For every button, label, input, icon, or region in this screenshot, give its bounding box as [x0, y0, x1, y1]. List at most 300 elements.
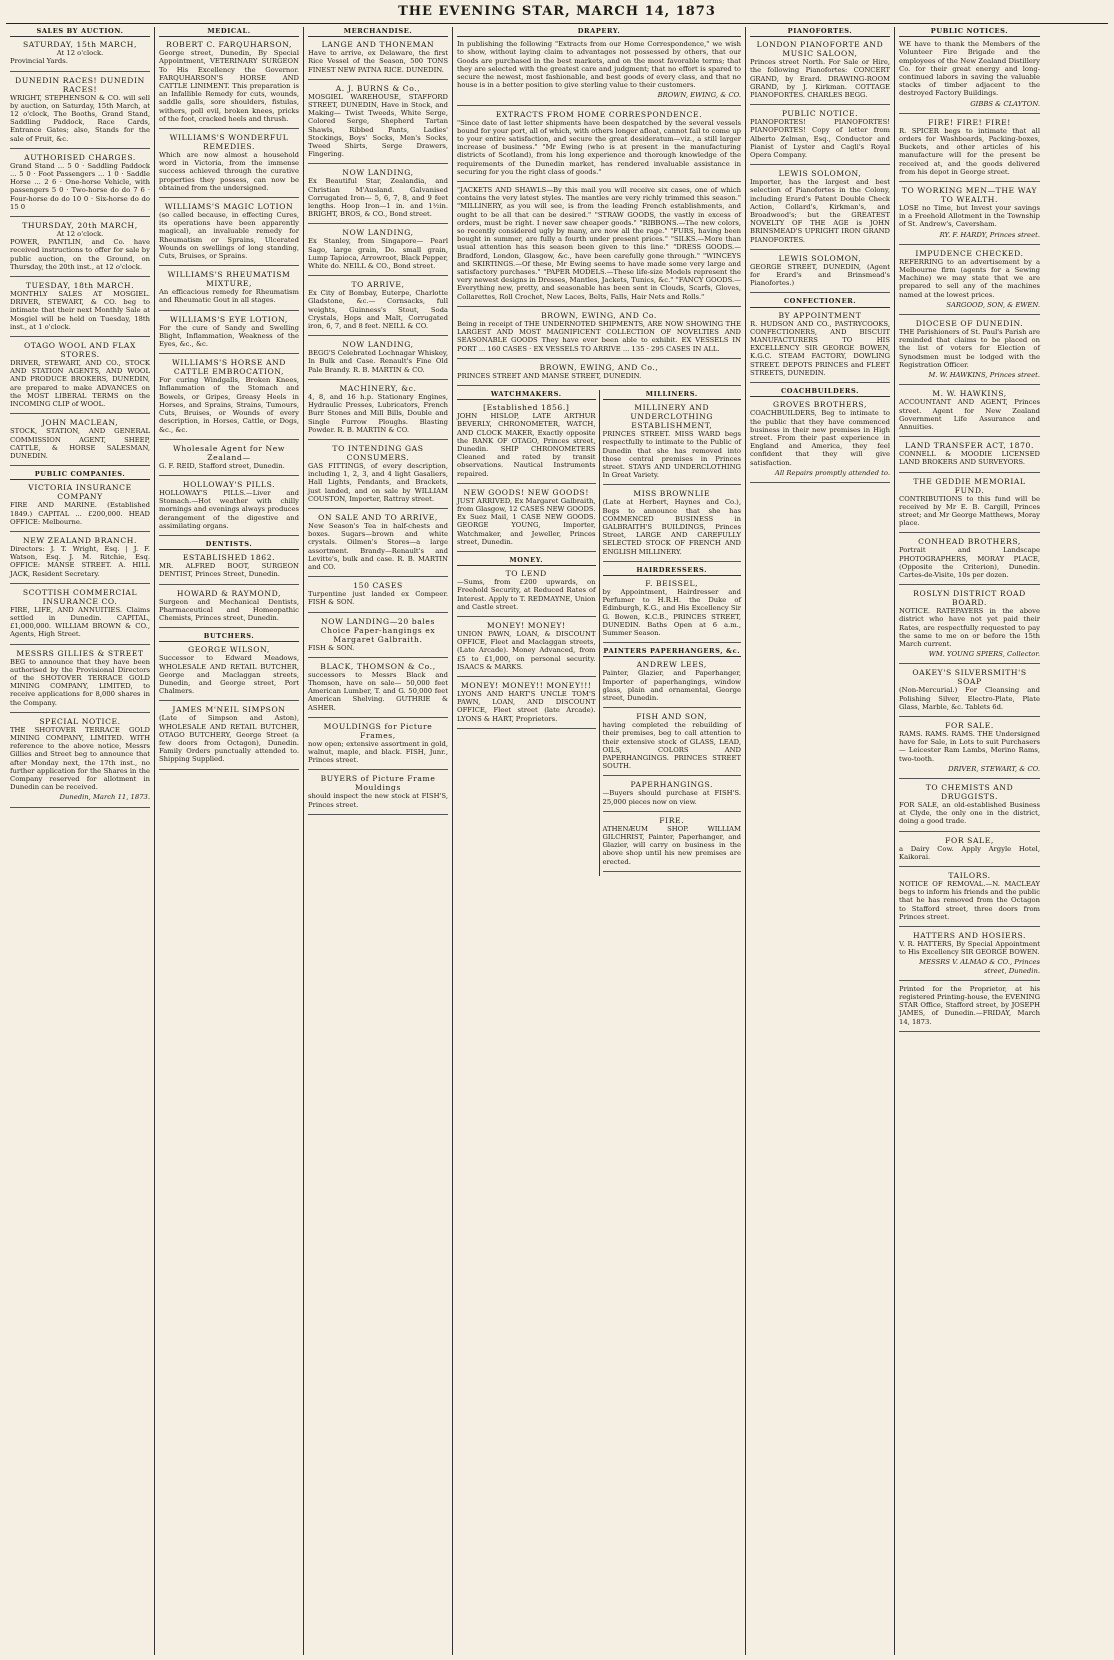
col2-ad: [159, 358, 299, 433]
col6-ad: [899, 477, 1040, 528]
col6-ad: [899, 931, 1040, 975]
col1-ad-body: DRIVER, STEWART, AND CO., STOCK AND STATION AGENTS, AND WOOL AND PRODUCE BROKERS, DUNEDIN, are prepared to make ADVANCES on the MOST LIBERAL TERMS on the INCOMING CLIP of WOOL.: [10, 359, 150, 409]
milliners-ad-title: MILLINERY AND UNDERCLOTHING ESTABLISHMENT,: [630, 403, 714, 431]
col1b-separator: [10, 644, 150, 645]
col1b-ad-body: BEG to announce that they have been authorised by the Provisional Directors of the SHOTOVER TERRACE GOLD MINING COMPANY, LIMITED, to receive applications for 8,000 shares in the Company.: [10, 657, 150, 707]
money-ad: [457, 621, 596, 671]
col2-ad-title: WILLIAMS'S HORSE AND CATTLE EMBROCATION,: [172, 358, 286, 377]
painters-separator: [603, 775, 742, 776]
col2b-ad-body: Surgeon and Mechanical Dentists, Pharmaceutical and Homeopathic Chemists, Princes street, Dunedin.: [159, 597, 299, 622]
col3-ad-body: should inspect the new stock at FISH'S, Princes street.: [308, 792, 448, 809]
col2b-ad-title: ESTABLISHED 1862.: [182, 553, 276, 563]
col1-ad-title: AUTHORISED CHARGES.: [24, 152, 136, 162]
col3-separator: [308, 223, 448, 224]
money-ad-body: —Sums, from £200 upwards, on Freehold Security, at Reduced Rates of Interest. Apply to T. REDMAYNE, Union and Castle street.: [457, 578, 596, 611]
watch-ad-title: [Established 1856.]: [483, 403, 570, 413]
col1-ad: [10, 281, 150, 331]
col2-ad-body: Which are now almost a household word in Victoria, from the immense success achieved through the curative properties they possess, can now be obtained from the undersigned.: [159, 151, 299, 192]
col5-separator: [750, 164, 890, 165]
col1b-separator: [10, 583, 150, 584]
col6-ad-signature: WM. YOUNG SPIERS, Collector.: [928, 650, 1040, 659]
col5b-ad-body: R. HUDSON AND CO., PASTRYCOOKS, CONFECTIONERS, AND BISCUIT MANUFACTURERS TO HIS EXCELLENCY SIR GEORGE BOWEN, K.G.C. STEAM FACTORY, DOWLING STREET. DEPOTS PRINCES and FLEET STREETS, DUNEDIN.: [750, 319, 890, 377]
painters-ad-title: ANDREW LEES,: [636, 660, 707, 670]
col6-ad-title: FOR SALE.: [945, 720, 994, 730]
col5c-ad: [750, 400, 890, 477]
col6-ad: [899, 721, 1040, 773]
section-heading: PUBLIC NOTICES.: [899, 27, 1040, 37]
milliners-ad-title: MISS BROWNLIE: [633, 489, 711, 499]
col4-ad: [457, 186, 741, 301]
col6-separator: [899, 244, 1040, 245]
col2c-ad: [159, 645, 299, 695]
col6-ad: [899, 537, 1040, 579]
hair-ad-body: by Appointment, Hairdresser and Perfumer to H.R.H. the Duke of Edinburgh, K.G., and His Excellency Sir G. Bowen, K.C.B., PRINCES STREET, DUNEDIN. Baths Open at 6 a.m., Summer Season.: [602, 587, 741, 637]
col3-ad-title: BUYERS of Picture Frame Mouldings: [320, 774, 436, 793]
section-heading: MERCHANDISE.: [308, 27, 448, 37]
col6-ad-title: DIOCESE OF DUNEDIN.: [915, 319, 1024, 329]
col1b-ad-title: VICTORIA INSURANCE COMPANY: [28, 483, 132, 502]
painters-ad: [603, 660, 742, 702]
col2b-ad: [159, 589, 299, 623]
section-heading: COACHBUILDERS.: [750, 387, 890, 397]
col3-ad: [308, 774, 448, 808]
section-heading: SALES BY AUCTION.: [10, 27, 150, 37]
col3-ad-title: 150 CASES: [353, 581, 403, 591]
milliners-ad: [603, 489, 742, 555]
painters-ad-body: ATHENÆUM SHOP. WILLIAM GILCHRIST, Painter, Paperhanger, and Glazier, will carry on business in the above shop until his new premises are erected.: [602, 824, 741, 866]
col5-separator: [750, 249, 890, 250]
col6-separator: [899, 181, 1040, 182]
col2-ad: [159, 202, 299, 260]
col6-separator: [899, 314, 1040, 315]
column-6: [895, 27, 1044, 1655]
money-separator: [457, 616, 596, 617]
col6-ad-body: REFERRING to an advertisement by a Melbourne firm (agents for a Sewing Machine) we may state that we are prepared to sell any of the machines named at the lowest prices.: [899, 257, 1040, 299]
col6-separator: [899, 532, 1040, 533]
painters-ad: [603, 780, 742, 805]
col5-ad-body: PIANOFORTES! PIANOFORTES! PIANOFORTES! Copy of letter from Alberto Zelman, Esq., Conductor and Pianist of Lyster and Cagli's Royal Opera Company.: [750, 118, 890, 160]
col1-ad-title: JOHN MACLEAN,: [41, 418, 119, 428]
col6-ad-body: FOR SALE, an old-established Business at Clyde, the only one in the district, doing a good trade.: [899, 800, 1040, 826]
col2b-ad: [159, 553, 299, 578]
col4-separator: [457, 385, 741, 386]
col6-ad-title: LAND TRANSFER ACT, 1870.: [905, 441, 1034, 451]
col3-separator: [308, 439, 448, 440]
col3-ad: [308, 168, 448, 218]
col2-ad: [159, 315, 299, 349]
col1b-separator: [10, 807, 150, 808]
col1-ad-body: WRIGHT, STEPHENSON & CO. will sell by auction, on Saturday, 15th March, at 12 o'clock, The Booths, Grand Stand, Saddling Paddock, Race Cards, Entrance Gates; also, Stands for the sale of Fruit, &c.: [10, 93, 150, 143]
col3-separator: [308, 576, 448, 577]
col1b-ad-title: MESSRS GILLIES & STREET: [16, 648, 144, 658]
col1b-ad: [10, 649, 150, 707]
col2-ad-body: HOLLOWAY'S PILLS.—Liver and Stomach.—Hot weather with chilly mornings and evenings always produces derangement of the digestive and assimilating organs.: [159, 488, 299, 530]
col6-ad-signature: GIBBS & CLAYTON.: [970, 99, 1040, 108]
col1-ad: [10, 418, 150, 460]
masthead-title: THE EVENING STAR, MARCH 14, 1873: [398, 4, 716, 19]
col6-ad-title: TAILORS.: [948, 871, 991, 880]
painters-ad: [603, 816, 742, 866]
col6-ad-title: FOR SALE,: [945, 835, 994, 845]
col3-ad: [308, 280, 448, 330]
col1-ad: [10, 153, 150, 211]
col2-ad-body: G. F. REID, Stafford street, Dunedin.: [159, 461, 285, 470]
col3-ad-title: A. J. BURNS & Co.,: [335, 83, 421, 93]
col4-ad: [457, 110, 741, 176]
col3-ad-title: MOULDINGS for Picture Frames,: [323, 721, 433, 740]
col5c-ad-body: COACHBUILDERS, Beg to intimate to the public that they have commenced business in their new premises in High street. From their past experience in England and America, they feel confident that they will give satisfaction.: [750, 409, 890, 467]
section-heading: HAIRDRESSERS.: [603, 566, 742, 576]
col6-ad-title: CONHEAD BROTHERS,: [918, 537, 1021, 547]
col3-ad: [308, 722, 448, 765]
col4-separator: [457, 306, 741, 307]
milliners-separator: [603, 484, 742, 485]
col3-separator: [308, 814, 448, 815]
col5-ad: [750, 169, 890, 244]
col1b-ad-body: FIRE AND MARINE. (Established 1849.) CAPITAL ... £200,000. HEAD OFFICE: Melbourne.: [10, 501, 150, 526]
col3-ad: [308, 228, 448, 270]
col4-ad-body: "Since date of last letter shipments have been despatched by the several vessels bound for your port, all of which, with others longer afloat, cannot fail to come up to your entire satisfaction, and secure the great desideratum—viz., a still larger increase of business." "Mr Ewing (who is at present in the manufacturing districts of Scotland), from his long experience and thorough knowledge of the requirements of the Dunedin market, has rendered invaluable assistance in securing for you the right class of goods.": [457, 118, 741, 176]
col6-ad: [899, 40, 1040, 108]
col6-ad-body: R. SPICER begs to intimate that all orders for Washboards, Packing-boxes, Buckets, and other articles of his manufacture will for the present be received at, and the goods delivered from his depot in George street.: [899, 126, 1040, 176]
section-heading: CONFECTIONER.: [750, 297, 890, 307]
col5-ad-title: LEWIS SOLOMON,: [778, 253, 862, 263]
col3-ad-body: GAS FITTINGS, of every description, including 1, 2, 3, and 4 light Gasaliers, Hall Lights, Pendants, and Brackets, just landed, and on sale by WILLIAM COUSTON, Importer, Rattray street.: [308, 461, 448, 503]
money-ad-body: UNION PAWN, LOAN, & DISCOUNT OFFICE, Fleet and Maclaggan streets, (Late Arcade). Money Advanced, from £5 to £1,000, on personal security. ISAACS & MARKS.: [457, 629, 596, 671]
col3-separator: [308, 508, 448, 509]
col6-ad: [899, 783, 1040, 826]
column-4: [453, 27, 746, 1655]
col2b-separator: [159, 627, 299, 628]
col5-ad: [750, 254, 890, 288]
col5-separator: [750, 292, 890, 293]
col4-ad-body: Being in receipt of THE UNDERNOTED SHIPMENTS, ARE NOW SHOWING THE LARGEST AND MOST MAGNIFICENT COLLECTION OF NOVELTIES AND SEASONABLE GOODS They have ever been able to exhibit. EX VESSELS IN PORT ... 160 CASES · EX VESSELS TO ARRIVE ... 135 · 295 CASES IN ALL.: [457, 319, 741, 353]
masthead: [0, 0, 1114, 22]
section-heading: PUBLIC COMPANIES.: [10, 470, 150, 480]
milliners-ad-body: PRINCES STREET. MISS WARD begs respectfully to intimate to the Public of Dunedin that she has removed into those central premises in Princes street. STAYS AND UNDERCLOTHING In Great Variety.: [602, 430, 741, 480]
col4-ad: [457, 311, 741, 353]
col5-ad-body: GEORGE STREET, DUNEDIN, (Agent for Erard's and Brinsmead's Pianofortes.): [750, 262, 890, 288]
painters-ad-title: PAPERHANGINGS.: [630, 780, 714, 790]
col1-ad-title: SATURDAY, 15th MARCH,: [22, 40, 138, 50]
column-2: [155, 27, 304, 1655]
section-heading: WATCHMAKERS.: [457, 390, 596, 400]
col1-separator: [10, 336, 150, 337]
col6-ad-body: V. R. HATTERS, By Special Appointment to His Excellency SIR GEORGE BOWEN.: [899, 940, 1040, 957]
hair-ad: [603, 579, 742, 637]
col3-ad-title: NOW LANDING—20 bales Choice Paper-hangings ex Margaret Galbraith.: [320, 616, 436, 644]
col1b-separator: [10, 531, 150, 532]
col2-ad-title: WILLIAMS'S MAGIC LOTION: [164, 202, 294, 212]
col4-ad-title: EXTRACTS FROM HOME CORRESPONDENCE.: [495, 109, 703, 119]
painters-separator: [603, 871, 742, 872]
col4-ad-title: BROWN, EWING, AND Co.,: [539, 362, 659, 372]
milliners-separator: [603, 561, 742, 562]
col1-ad-body: Provincial Yards.: [10, 57, 68, 66]
col6-ad-body: LOSE no Time, but Invest your savings in a Freehold Allotment in the Township of St. Andrew's, Caversham.: [899, 204, 1040, 229]
col6-ad-body: Portrait and Landscape PHOTOGRAPHERS, MORAY PLACE, (Opposite the Criterion), Dunedin. Cartes-de-Visite, 10s per dozen.: [899, 546, 1040, 579]
watch-ad: [457, 403, 596, 478]
col6-ad-title: HATTERS AND HOSIERS.: [912, 931, 1027, 941]
col2-separator: [159, 265, 299, 266]
painters-ad: [603, 712, 742, 770]
col3-ad-body: Turpentine just landed ex Compeer. FISH & SON.: [308, 590, 448, 607]
col1-separator: [10, 276, 150, 277]
col4-ad: [457, 40, 741, 99]
col2-ad-body: George street, Dunedin, By Special Appointment, VETERINARY SURGEON To His Excellency the Governor. FARQUHARSON'S HORSE AND CATTLE LINIMENT. This preparation is an Infallible Remedy for cuts, wounds, saddle galls, sore shoulders, fistulas, withers, poll evil, broken knees, pricks of the foot, cracked heels and thrush.: [159, 49, 299, 123]
col6-ad-body: CONTRIBUTIONS to this fund will be received by Mr E. B. Cargill, Princes street; and Mr George Matthews, Moray place.: [899, 494, 1040, 528]
col2-separator: [159, 310, 299, 311]
col5-ad-body: Princes street North. For Sale or Hire, the following Pianofortes: CONCERT GRAND, by Erard. DRAWING-ROOM GRAND, by J. Kirkman. COTTAGE PIANOFORTES. CHARLES BEGG.: [750, 58, 890, 100]
col1-ad: [10, 40, 150, 65]
split-right: [600, 390, 742, 876]
col6-ad-signature: DRIVER, STEWART, & CO.: [948, 764, 1040, 773]
col1b-ad-body: Directors: J. T. Wright, Esq. | J. F. Watson, Esq. J. M. Ritchie, Esq. OFFICE: MANSE STREET. A. HILL JACK, Resident Secretary.: [10, 544, 150, 578]
col2-separator: [159, 475, 299, 476]
col1b-ad-title: NEW ZEALAND BRANCH.: [22, 535, 138, 545]
col3-ad-body: New Season's Tea in half-chests and boxes. Sugars—brown and white crystals. Oilmen's Stores—a large assortment. Brandy—Renault's and Levitte's, bulk and case. R. B. MARTIN and CO.: [308, 521, 448, 571]
col2-ad-body: An efficacious remedy for Rheumatism and Rheumatic Gout in all stages.: [159, 288, 299, 305]
painters-ad-body: Painter, Glazier, and Paperhanger, Importer of paperhangings, window glass, plain and ornamental, George street, Dunedin.: [602, 669, 741, 702]
milliners-ad: [603, 403, 742, 479]
col5b-ad-title: BY APPOINTMENT: [778, 310, 862, 320]
col1-ad: [10, 221, 150, 271]
col6-ad-body: CONNELL & MOODIE LICENSED LAND BROKERS AND SURVEYORS.: [899, 450, 1040, 467]
money-ad-title: MONEY! MONEY!: [486, 620, 566, 630]
col3-ad-title: TO ARRIVE,: [351, 280, 405, 290]
col6-separator: [899, 831, 1040, 832]
col2-ad-title: ROBERT C. FARQUHARSON,: [166, 40, 292, 50]
col3-ad-body: Have to arrive, ex Delaware, the first Rice Vessel of the Season, 500 TONS FINEST NEW PATNA RICE. DUNEDIN.: [308, 49, 448, 74]
watch-ad-title: NEW GOODS! NEW GOODS!: [463, 487, 590, 497]
col3-ad: [308, 384, 448, 434]
col3-ad: [308, 444, 448, 503]
col2-ad-title: Wholesale Agent for New Zealand—: [172, 443, 285, 462]
col3-ad-title: ON SALE AND TO ARRIVE,: [318, 512, 438, 522]
masthead-rule: [6, 23, 1108, 24]
col2-ad-body: For the cure of Sandy and Swelling Blight, Inflammation, Weakness of the Eyes, &c., &c.: [159, 323, 299, 349]
col5-ad-title: LONDON PIANOFORTE AND MUSIC SALOON,: [756, 40, 884, 59]
section-heading: DENTISTS.: [159, 540, 299, 550]
col3-ad: [308, 513, 448, 571]
col6-ad-body: NOTICE. RATEPAYERS in the above district who have not yet paid their Rates, are respectfully requested to pay the same to me on or before the 15th March current.: [899, 607, 1040, 648]
col1b-ad-title: SPECIAL NOTICE.: [39, 716, 121, 726]
col6-ad-title: OAKEY'S SILVERSMITH'S SOAP: [912, 668, 1027, 687]
col6-ad: [899, 118, 1040, 176]
col1-ad-subtitle: At 12 o'clock.: [56, 49, 104, 58]
col3-separator: [308, 335, 448, 336]
col6-separator: [899, 1031, 1040, 1032]
col6-separator: [899, 384, 1040, 385]
col2-ad-body: (so called because, in effecting Cures, its operations have been apparently magical), an invaluable remedy for Rheumatism or Sprains, Ulcerated Wounds on swellings of long standing, Cuts, Bruises, or Sprains.: [159, 211, 299, 261]
col6-ad: [899, 668, 1040, 711]
col1b-ad: [10, 483, 150, 526]
col6-ad: [899, 836, 1040, 861]
col6-ad: [899, 389, 1040, 431]
col5-ad-title: PUBLIC NOTICE.: [781, 109, 859, 119]
section-heading: BUTCHERS.: [159, 632, 299, 642]
col3-separator: [308, 275, 448, 276]
col2-separator: [159, 128, 299, 129]
col3-ad: [308, 581, 448, 606]
painters-ad-title: FISH AND SON,: [636, 712, 708, 722]
col2c-ad: [159, 705, 299, 763]
col2c-separator: [159, 700, 299, 701]
col1-ad-title: TUESDAY, 18th MARCH.: [25, 281, 135, 291]
col4-ad-signature: BROWN, EWING, & CO.: [657, 91, 741, 100]
col3-ad-title: BLACK, THOMSON & Co.,: [320, 661, 436, 671]
col5c-separator: [750, 482, 890, 483]
col1-ad-body: STOCK, STATION, AND GENERAL COMMISSION AGENT, SHEEP, CATTLE, & HORSE SALESMAN, DUNEDIN.: [10, 427, 150, 460]
col6-ad-body: NOTICE OF REMOVAL.—N. MACLEAY begs to inform his friends and the public that he has removed from the Octagon to Stafford street, three doors from Princes street.: [899, 880, 1040, 921]
painters-ad-body: —Buyers should purchase at FISH'S. 25,000 pieces now on view.: [602, 789, 741, 806]
col2b-separator: [159, 584, 299, 585]
col2c-ad-body: (Late of Simpson and Aston), WHOLESALE AND RETAIL BUTCHER, OTAGO BUTCHERY, George Street (a few doors from Octagon), Dunedin. Family Orders punctually attended to. Shipping Supplied.: [159, 714, 299, 764]
col6-ad-body: RAMS. RAMS. RAMS. THE Undersigned have for Sale, in Lots to suit Purchasers— Leicester Ram Lambs, Merino Rams, two-tooth.: [899, 729, 1040, 763]
col1-ad-body: Grand Stand ... 5 0 · Saddling Paddock ... 5 0 · Foot Passengers ... 1 0 · Saddle Horse ... 2 6 · One-horse Vehicle, with passengers 5 0 · Two-horse do do 7 6 · Four-horse do do 10 0 · Six-horse do do 15 0: [10, 161, 150, 211]
split-columns: [457, 390, 741, 876]
col3-ad-title: NOW LANDING,: [342, 340, 414, 350]
col1-ad-title: OTAGO WOOL AND FLAX STORES.: [23, 341, 136, 360]
col5-ad-body: Importer, has the largest and best selection of Pianofortes in the Colony, including Erard's Patent Double Check Action, Collard's, Kirkman's, and Broadwood's; but the GREATEST NOVELTY OF THE AGE is JOHN BRINSMEAD'S UPRIGHT IRON GRAND PIANOFORTES.: [750, 178, 890, 244]
col6-ad-title: FIRE! FIRE! FIRE!: [928, 117, 1011, 127]
hair-separator: [603, 642, 742, 643]
column-5: [746, 27, 895, 1655]
col2b-ad-body: MR. ALFRED BOOT, SURGEON DENTIST, Princes Street, Dunedin.: [159, 562, 299, 579]
col1b-ad-title: SCOTTISH COMMERCIAL INSURANCE CO.: [22, 587, 138, 606]
col5b-separator: [750, 382, 890, 383]
painters-separator: [603, 811, 742, 812]
split-left: [457, 390, 600, 876]
col1-separator: [10, 413, 150, 414]
section-heading: MILLINERS.: [603, 390, 742, 400]
col4-ad-body: "JACKETS AND SHAWLS—By this mail you will receive six cases, one of which contains the very latest styles. The mantles are very richly trimmed this season." "MILLINERY, as you will see, is from the leading French establishments, and ought to be all that can be desired." "STRAW GOODS, the vastly in excess of orders, must be right. I never saw cheaper goods." "RIBBONS.—The new colors, so recently considered ugly by many, are now all the rage." "FURS, having been bought in summer, are fully a fourth under present prices." "SILKS.—More than usual attention has this season been given to this line." "DRESS GOODS.—Bradford, London, Glasgow, &c., have been carefully gone through." "WINCEYS and SKIRTINGS.—Of these, Mr Ewing seems to have made some very large and satisfactory purchases." "PAPER MODELS.—These life-size Models represent the very newest designs in Dresses, Mantles, Jackets, Tunics, &c." "FANCY GOODS.—Everything new, pretty, and seasonable has been sent in Clouds, Scarfs, Gloves, Collarettes, Roll Crochet, New Laces, Belts, Falls, Hair Nets and Rolls.": [457, 186, 741, 301]
col6-ad-body: Printed for the Proprietor, at his registered Printing-house, the EVENING STAR Office, Stafford street, by JOSEPH JAMES, of Dunedin.—FRIDAY, March 14, 1873.: [899, 984, 1040, 1026]
col3-ad: [308, 84, 448, 159]
col2-ad: [159, 40, 299, 123]
col4-ad-body: In publishing the following "Extracts from our Home Correspondence," we wish to show, without laying claim to advantages not possessed by others, that our Goods are purchased in the best markets, and on the most favorable terms; that they are selected with the greatest care and judgment; that no effort is spared to secure the newest, most fashionable, and best goods of every class, and that no house is in a better position to give sterling value to their customers.: [457, 40, 741, 90]
watch-separator: [457, 483, 596, 484]
col1-ad-title: THURSDAY, 20th MARCH,: [22, 221, 138, 231]
col5-separator: [750, 104, 890, 105]
col3-separator: [308, 379, 448, 380]
col5b-ad: [750, 311, 890, 377]
money-ad-title: MONEY! MONEY!! MONEY!!!: [460, 680, 592, 690]
col3-separator: [308, 79, 448, 80]
col1-ad-title: DUNEDIN RACES! DUNEDIN RACES!: [15, 75, 145, 94]
col6-ad-title: M. W. HAWKINS,: [932, 389, 1007, 399]
painters-separator: [603, 707, 742, 708]
col2c-ad-body: Successor to Edward Meadows, WHOLESALE AND RETAIL BUTCHER, George and Maclaggan streets, Dunedin, and George street, Port Chalmers.: [159, 654, 299, 696]
money-ad: [457, 569, 596, 611]
col5-ad-title: LEWIS SOLOMON,: [778, 169, 862, 179]
col2c-ad-title: JAMES M'NEIL SIMPSON: [172, 705, 286, 715]
col2-ad-title: HOLLOWAY'S PILLS.: [182, 479, 276, 489]
col1-ad-body: POWER, PANTLIN, and Co. have received instructions to offer for sale by public auction, on the Ground, on Thursday, the 20th inst., at 12 o'clock.: [10, 238, 150, 271]
col6-ad-signature: RY. F. HARDY, Princes street.: [939, 230, 1040, 239]
col2-ad: [159, 133, 299, 192]
col2-ad-title: WILLIAMS'S WONDERFUL REMEDIES.: [169, 133, 289, 152]
col1b-ad-body: FIRE, LIFE, AND ANNUITIES. Claims settled in Dunedin. CAPITAL, £1,000,000. WILLIAM BROWN & CO., Agents, High Street.: [10, 605, 150, 639]
col6-separator: [899, 926, 1040, 927]
col2-separator: [159, 439, 299, 440]
col3-separator: [308, 657, 448, 658]
col6-ad: [899, 249, 1040, 309]
col2-ad: [159, 480, 299, 530]
col6-ad-body: a Dairy Cow. Apply Argyle Hotel, Kaikorai.: [899, 844, 1040, 861]
painters-ad-title: FIRE.: [659, 815, 685, 825]
col1b-ad-signature: Dunedin, March 11, 1873.: [59, 793, 150, 802]
col6-separator: [899, 778, 1040, 779]
section-heading: PIANOFORTES.: [750, 27, 890, 37]
col6-ad: [899, 589, 1040, 658]
col6-separator: [899, 866, 1040, 867]
col6-ad-signature: M. W. HAWKINS, Princes street.: [928, 371, 1040, 380]
column-3: [304, 27, 453, 1655]
painters-ad-body: having completed the rebuilding of their premises, beg to call attention to their extensive stock of GLASS, LEAD, OILS, COLORS AND PAPERHANGINGS. PRINCES STREET SOUTH.: [602, 721, 741, 771]
col3-separator: [308, 769, 448, 770]
col2b-ad-title: HOWARD & RAYMOND,: [176, 588, 282, 598]
col1-ad: [10, 341, 150, 408]
col3-ad-body: Ex Stanley, from Singapore— Pearl Sago, large grain, Do. small grain, Lump Tapioca, Arrowroot, Black Pepper, White do. NEILL & CO., Bond street.: [308, 237, 448, 271]
col6-separator: [899, 472, 1040, 473]
money-ad-title: TO LEND: [505, 569, 547, 579]
col3-ad-title: NOW LANDING,: [342, 168, 414, 178]
col4-ad: [457, 363, 741, 380]
col6-ad-signature: SARGOOD, SON, & EWEN.: [946, 300, 1040, 309]
section-heading: MEDICAL.: [159, 27, 299, 37]
col5-ad: [750, 109, 890, 159]
watch-ad-body: JOHN HISLOP, LATE ARTHUR BEVERLY, CHRONOMETER, WATCH, AND CLOCK MAKER, Exactly opposite the BANK OF OTAGO, Princes street, Dunedin. SHIP CHRONOMETERS Cleaned and rated by transit observations. Nautical Instruments repaired.: [457, 412, 596, 478]
money-ad-body: LYONS AND HART'S UNCLE TOM'S PAWN, LOAN, AND DISCOUNT OFFICE, Fleet street (late Arcade). LYONS & HART, Proprietors.: [457, 689, 596, 723]
col4-ad-body: PRINCES STREET AND MANSE STREET, DUNEDIN.: [457, 371, 642, 380]
col3-separator: [308, 163, 448, 164]
col6-ad: [899, 985, 1040, 1026]
col1b-ad: [10, 588, 150, 639]
col3-ad-body: now open; extensive assortment in gold, walnut, maple, and black. FISH, Junr., Princes street.: [308, 739, 448, 765]
col4-ad-title: BROWN, EWING, AND Co.: [541, 310, 657, 320]
col6-separator: [899, 663, 1040, 664]
col3-ad-title: TO INTENDING GAS CONSUMERS.: [332, 443, 424, 462]
col6-ad-title: TO CHEMISTS AND DRUGGISTS.: [925, 782, 1014, 801]
col3-ad-body: MOSGIEL WAREHOUSE, STAFFORD STREET, DUNEDIN, Have in Stock, and Making— Twist Tweeds, White Serge, Colored Serge, Shepherd Tartan Shawls, Ribbed Pants, Ladies' Stockings, Boys' Socks, Men's Socks, Tweed Shirts, Serge Drawers, Fingering.: [308, 92, 448, 159]
col6-separator: [899, 716, 1040, 717]
col6-separator: [899, 436, 1040, 437]
col1-ad-subtitle: At 12 o'clock.: [56, 230, 104, 239]
col3-ad-title: MACHINERY, &c.: [339, 383, 417, 393]
col1-separator: [10, 71, 150, 72]
col1-separator: [10, 216, 150, 217]
col3-separator: [308, 717, 448, 718]
col6-ad-body: THE Parishioners of St. Paul's Parish are reminded that claims to be placed on the list of voters for Election of Synodsmen must be lodged with the Registration Officer.: [899, 328, 1040, 369]
col5-ad: [750, 40, 890, 99]
col3-ad-title: NOW LANDING,: [342, 228, 414, 238]
col6-separator: [899, 113, 1040, 114]
col3-ad: [308, 617, 448, 652]
col3-ad: [308, 340, 448, 374]
col1-ad: [10, 76, 150, 143]
col2-ad-title: WILLIAMS'S RHEUMATISM MIXTURE,: [167, 270, 291, 289]
col4-separator: [457, 358, 741, 359]
col3-ad: [308, 662, 448, 712]
watch-separator: [457, 551, 596, 552]
col5c-ad-signature: All Repairs promptly attended to.: [774, 468, 890, 477]
col5c-ad-title: GROVES BROTHERS,: [773, 400, 867, 410]
watch-ad: [457, 488, 596, 546]
col2-ad: [159, 270, 299, 304]
section-heading: PAINTERS PAPERHANGERS, &c.: [603, 647, 742, 657]
col6-ad-signature: MESSRS V. ALMAO & CO., Princes street, Dunedin.: [919, 958, 1040, 975]
